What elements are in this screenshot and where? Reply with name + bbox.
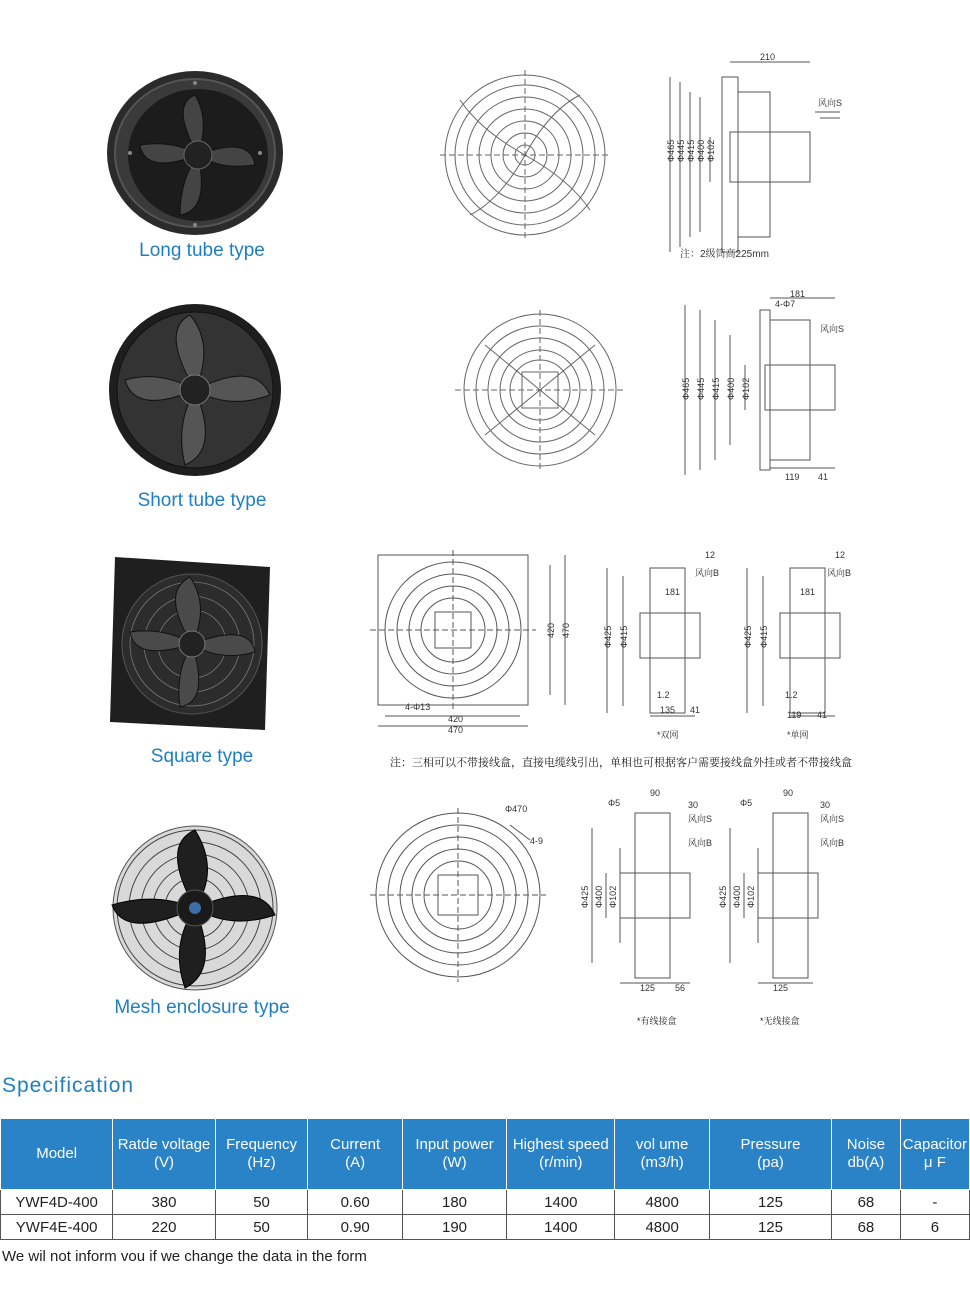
- square-side-drawing-double: [595, 548, 720, 743]
- wind-b: 风向B: [820, 838, 845, 848]
- col-model: Model: [1, 1119, 113, 1190]
- dim-d445: Φ445: [676, 139, 686, 162]
- square-side-drawing-single: [735, 548, 860, 743]
- wind-direction: 风向S: [818, 98, 843, 108]
- dim-d415: Φ415: [619, 625, 629, 648]
- dim-d102: Φ102: [741, 377, 751, 400]
- dim-d470: Φ470: [505, 804, 528, 814]
- dim-1.2: 1.2: [657, 690, 670, 700]
- wind-direction: 风向B: [695, 568, 720, 578]
- mesh-side-drawing-with-box: [580, 788, 715, 998]
- long-tube-front-drawing: [440, 70, 610, 240]
- col-pressure: Pressure (pa): [709, 1119, 831, 1190]
- wind-s: 风向S: [688, 814, 713, 824]
- cell-speed: 1400: [507, 1215, 615, 1240]
- short-tube-side-drawing: [670, 290, 860, 490]
- dim-d102: Φ102: [746, 885, 756, 908]
- short-tube-fan-photo: [105, 300, 285, 480]
- dim-125: 125: [640, 983, 656, 993]
- type-caption: Long tube type: [139, 240, 265, 261]
- cell-capacitor: 6: [900, 1215, 969, 1240]
- col-noise: Noise db(A): [832, 1119, 901, 1190]
- table-row: [1, 1215, 970, 1240]
- dim-d425: Φ425: [743, 625, 753, 648]
- spec-title: Specification: [2, 1074, 135, 1097]
- cell-frequency: 50: [215, 1190, 308, 1215]
- short-tube-front-drawing: [455, 310, 625, 470]
- spec-header-row: [1, 1119, 970, 1190]
- cell-current: 0.90: [308, 1215, 402, 1240]
- footnote: We wil not inform vou if we change the data in the form: [2, 1248, 367, 1265]
- dim-holes: 4-9: [530, 836, 544, 846]
- dim-d465: Φ465: [681, 377, 691, 400]
- dim-d415: Φ415: [759, 625, 769, 648]
- dim-width: 210: [760, 52, 776, 62]
- dim-181: 181: [665, 587, 681, 597]
- cell-pressure: 125: [709, 1215, 831, 1240]
- type-caption: Square type: [150, 746, 254, 767]
- square-fan-photo: [110, 552, 275, 732]
- type-caption: Short tube type: [137, 490, 267, 511]
- dim-470-h: 470: [448, 725, 464, 735]
- dim-d400: Φ400: [726, 377, 736, 400]
- dim-d102: Φ102: [706, 139, 716, 162]
- mesh-front-drawing: [370, 800, 560, 990]
- dim-119: 119: [787, 710, 802, 720]
- wind-direction: 风向B: [827, 568, 852, 578]
- col-speed: Highest speed (r/min): [507, 1119, 615, 1190]
- drawing-label: *双网: [657, 730, 679, 740]
- cell-input-power: 190: [402, 1215, 506, 1240]
- cell-current: 0.60: [308, 1190, 402, 1215]
- dim-d425: Φ425: [580, 885, 590, 908]
- dim-420-v: 420: [546, 622, 556, 638]
- cell-model: YWF4E-400: [1, 1215, 113, 1240]
- dim-d445: Φ445: [696, 377, 706, 400]
- square-front-drawing: [370, 550, 580, 740]
- cell-frequency: 50: [215, 1215, 308, 1240]
- col-volume: vol ume (m3/h): [615, 1119, 709, 1190]
- col-voltage: Ratde voltage (V): [113, 1119, 215, 1190]
- cell-speed: 1400: [507, 1190, 615, 1215]
- wind-b: 风向B: [688, 838, 713, 848]
- dim-30: 30: [688, 800, 699, 810]
- mesh-label-left: *有线接盒: [637, 1016, 677, 1026]
- cell-noise: 68: [832, 1190, 901, 1215]
- dim-1.2: 1.2: [785, 690, 798, 700]
- col-current: Current (A): [308, 1119, 402, 1190]
- dim-181: 181: [790, 290, 806, 299]
- dim-90: 90: [783, 788, 794, 798]
- dim-12: 12: [705, 550, 716, 560]
- square-note: 注：三相可以不带接线盒，直接电缆线引出，单相也可根据客户需要接线盒外挂或者不带接线盒: [390, 757, 852, 769]
- mesh-fan-photo: [100, 820, 290, 995]
- cell-volume: 4800: [615, 1215, 709, 1240]
- dim-d425: Φ425: [718, 885, 728, 908]
- cell-noise: 68: [832, 1215, 901, 1240]
- dim-d415: Φ415: [686, 139, 696, 162]
- dim-90: 90: [650, 788, 661, 798]
- dim-d465: Φ465: [666, 139, 676, 162]
- dim-holes: 4-Φ13: [405, 702, 431, 712]
- dim-420-h: 420: [448, 714, 464, 724]
- dim-41: 41: [690, 705, 701, 715]
- dim-hole: 4-Φ7: [775, 299, 796, 309]
- table-row: [1, 1190, 970, 1215]
- dim-135: 135: [660, 705, 676, 715]
- type-caption: Mesh enclosure type: [114, 997, 290, 1018]
- dim-d400: Φ400: [732, 885, 742, 908]
- cell-capacitor: -: [900, 1190, 969, 1215]
- dim-41: 41: [817, 710, 828, 720]
- col-input-power: Input power (W): [402, 1119, 506, 1190]
- long-tube-side-drawing: [660, 52, 850, 262]
- cell-input-power: 180: [402, 1190, 506, 1215]
- dim-12: 12: [835, 550, 846, 560]
- dim-d425: Φ425: [603, 625, 613, 648]
- wind-direction: 风向S: [820, 324, 845, 334]
- cell-voltage: 220: [113, 1215, 215, 1240]
- cell-voltage: 380: [113, 1190, 215, 1215]
- dim-d5: Φ5: [740, 798, 753, 808]
- dim-d400: Φ400: [594, 885, 604, 908]
- long-tube-fan-photo: [100, 65, 290, 240]
- wind-s: 风向S: [820, 814, 845, 824]
- dim-181: 181: [800, 587, 816, 597]
- dim-d400: Φ400: [696, 139, 706, 162]
- col-capacitor: Capacitor μ F: [900, 1119, 969, 1190]
- mesh-label-right: *无线接盒: [760, 1016, 800, 1026]
- cell-pressure: 125: [709, 1190, 831, 1215]
- cell-model: YWF4D-400: [1, 1190, 113, 1215]
- dim-41: 41: [818, 472, 829, 482]
- dim-d102: Φ102: [608, 885, 618, 908]
- mesh-side-drawing-no-box: [718, 788, 853, 998]
- dim-56: 56: [675, 983, 686, 993]
- cell-volume: 4800: [615, 1190, 709, 1215]
- drawing-note: 注：2级筒高225mm: [680, 249, 769, 260]
- dim-470-v: 470: [561, 622, 571, 638]
- spec-table: [0, 1118, 970, 1240]
- dim-30: 30: [820, 800, 831, 810]
- dim-d415: Φ415: [711, 377, 721, 400]
- dim-125: 125: [773, 983, 789, 993]
- dim-119: 119: [785, 472, 800, 482]
- col-frequency: Frequency (Hz): [215, 1119, 308, 1190]
- drawing-label: *单网: [787, 730, 809, 740]
- dim-d5: Φ5: [608, 798, 621, 808]
